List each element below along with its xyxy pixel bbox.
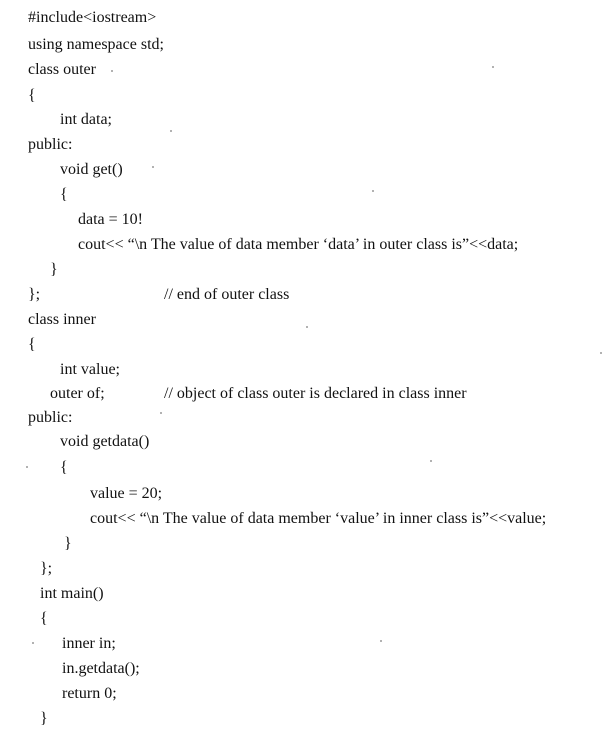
code-line-15: int value; bbox=[60, 361, 120, 378]
code-line-1: #include<iostream> bbox=[28, 9, 157, 26]
scan-speck bbox=[32, 642, 34, 644]
code-line-14: { bbox=[28, 336, 36, 353]
scan-speck bbox=[600, 352, 602, 354]
code-line-4: { bbox=[28, 87, 36, 104]
code-line-17: public: bbox=[28, 409, 73, 426]
comment-end-outer: // end of outer class bbox=[164, 286, 290, 303]
scan-speck bbox=[111, 70, 113, 72]
code-line-26: inner in; bbox=[62, 635, 116, 652]
code-line-29: } bbox=[40, 710, 48, 727]
code-line-12: }; bbox=[28, 286, 41, 303]
code-line-11: } bbox=[50, 261, 58, 278]
code-line-22: } bbox=[64, 535, 72, 552]
code-line-7: void get() bbox=[60, 161, 123, 178]
code-line-24: int main() bbox=[40, 585, 104, 602]
code-line-21: cout<< “\n The value of data member ‘value’ in inner class is”<<value; bbox=[90, 510, 547, 527]
code-line-2: using namespace std; bbox=[28, 36, 164, 53]
code-line-9: data = 10! bbox=[78, 211, 143, 228]
scan-speck bbox=[306, 326, 308, 328]
code-line-28: return 0; bbox=[62, 685, 117, 702]
code-line-5: int data; bbox=[60, 111, 112, 128]
comment-object-decl: // object of class outer is declared in class inner bbox=[164, 385, 467, 402]
scan-speck bbox=[430, 460, 432, 462]
code-line-18: void getdata() bbox=[60, 433, 150, 450]
scan-speck bbox=[160, 412, 162, 414]
scan-speck bbox=[152, 166, 154, 168]
scan-speck bbox=[26, 466, 28, 468]
code-line-23: }; bbox=[40, 560, 53, 577]
scan-speck bbox=[372, 190, 374, 192]
code-line-13: class inner bbox=[28, 311, 96, 328]
code-line-27: in.getdata(); bbox=[62, 660, 140, 677]
code-line-3: class outer bbox=[28, 61, 96, 78]
code-line-20: value = 20; bbox=[90, 485, 163, 502]
code-line-16: outer of; bbox=[50, 385, 105, 402]
code-line-8: { bbox=[60, 186, 68, 203]
code-line-25: { bbox=[40, 610, 48, 627]
scan-speck bbox=[170, 130, 172, 132]
code-line-6: public: bbox=[28, 136, 73, 153]
scan-speck bbox=[380, 640, 382, 642]
scan-speck bbox=[492, 66, 494, 68]
code-line-10: cout<< “\n The value of data member ‘data’ in outer class is”<<data; bbox=[78, 236, 519, 253]
code-line-19: { bbox=[60, 459, 68, 476]
